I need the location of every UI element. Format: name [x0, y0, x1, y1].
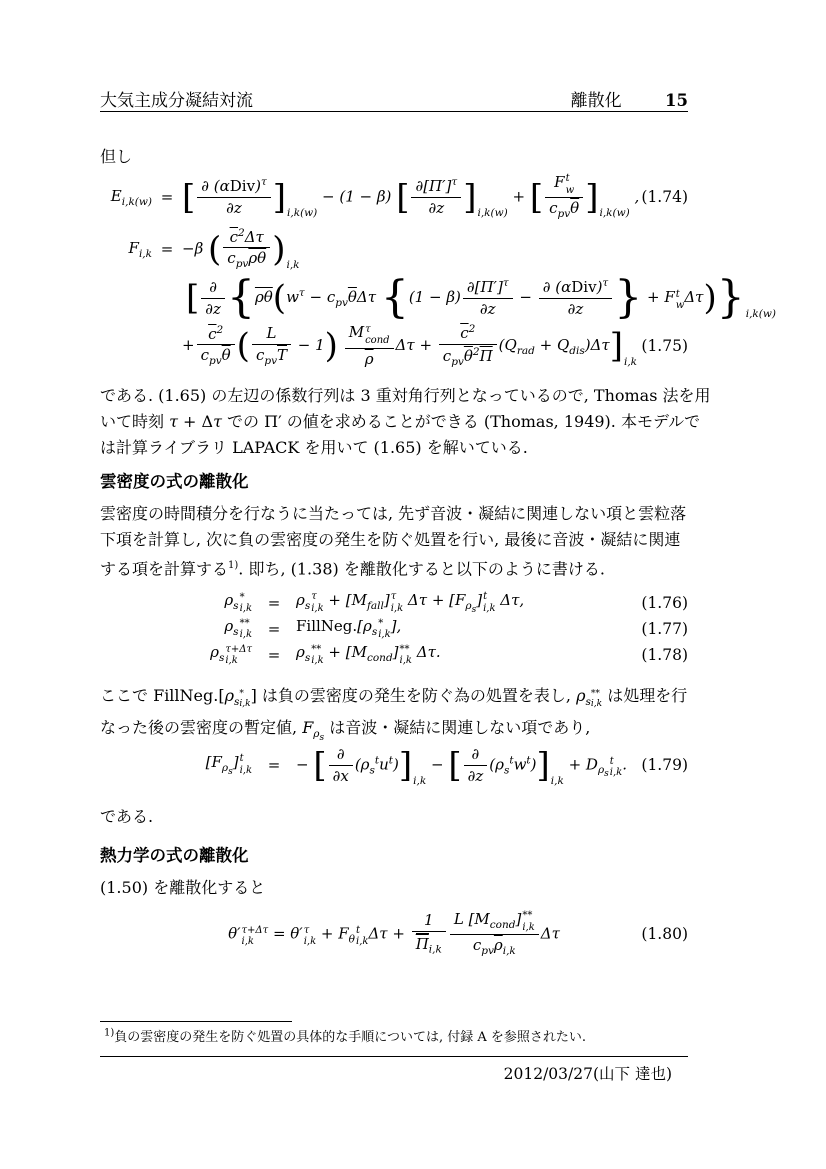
eq179-lhs: $[F_{\rho_s}]$ t i,k — [205, 752, 252, 778]
eq177-rhs: $FillNeg.[\rho_s$ * i,k ], — [296, 617, 402, 641]
eq178-number: (1.78) — [641, 646, 688, 664]
running-title: 大気主成分凝結対流 — [100, 91, 253, 111]
eq176-number: (1.76) — [641, 594, 688, 612]
equation-1-76 — [100, 590, 688, 616]
eq180-number: (1.80) — [641, 925, 688, 943]
eq176-lhs: $\rho_s$ * i,k — [224, 591, 252, 615]
section-heading-thermodynamics: 熱力学の式の離散化 — [100, 846, 249, 865]
eq174-rhs: [ ∂ $(\alpha Div)^\tau$ ∂z ]i,k(w) − (1 − β) [ $\frac{\partial[\Pi']^\tau}{\partial z}$ ]i,k(w) + [ F t w $c_{pv}\overline{\theta}$ ]i,k(w) , — [182, 172, 640, 221]
thermo-lead-text: (1.50) を離散化すると — [100, 878, 266, 897]
eq179-number: (1.79) — [641, 756, 688, 774]
footnote-text: $^{1)}$負の雲密度の発生を防ぐ処置の具体的な手順については, 付録 A を参照されたい. — [104, 1027, 587, 1045]
text-line: である. (1.65) の左辺の係数行列は 3 重対角行列となっているので, Thomas 法を用 — [100, 386, 711, 405]
eq175-lhs: $F_{i,k}$ — [128, 238, 152, 260]
eq180-body: θ′ τ+Δτ i,k = θ′ τ i,k + $F_\theta$ t i,k Δτ + $\frac{1}{\overline{\Pi}_{i,k}}$ L $[M_{cond}]$ ** i,k $c_{pv}\overline{\rho}_{i,k}$ Δτ — [228, 909, 560, 958]
eq179-rhs: − [ ∂ ∂x $(\rho_s^tu^t)]i,k$ − [ ∂ ∂z $(\rho_s^tw^t)]i,k + D_{\rho_s}$ t i,k . — [296, 744, 627, 787]
eq179-equals-sign: = — [267, 756, 281, 774]
eq177-lhs: $\rho_s$ ** i,k — [224, 617, 252, 641]
footer-rule — [100, 1056, 688, 1057]
eq175-row1 — [100, 224, 688, 274]
equation-1-75 — [100, 224, 776, 370]
eq175-row3 — [100, 322, 688, 370]
equation-1-74 — [100, 170, 688, 224]
page-content — [100, 0, 776, 1169]
eq178-lhs: $\rho_s$ τ+Δτ i,k — [210, 643, 252, 667]
eq175-number: (1.75) — [641, 337, 688, 355]
eq177-number: (1.77) — [641, 620, 688, 638]
eq176-equals-sign: = — [267, 594, 281, 612]
running-section-label: 離散化 — [570, 91, 622, 111]
page-header — [100, 86, 688, 112]
eq175-rhs-line3: + $\overline{c}^2$ $c_{pv}\overline{\theta}$ ( L $c_{pv}\overline{T}$ − 1) M τ cond $\overline{\rho}$ Δτ + $\overline{c}^2$ $c_{pv}\overline{\theta}^2\overline{\Pi}$ $(Q_{rad} + Q_{dis})\Delta\tau]i,k$ — [182, 323, 638, 368]
eq178-rhs: $\rho_s$ ** i,k + $[M_{cond}]$ ** i,k Δτ. — [296, 643, 441, 667]
equation-1-77 — [100, 616, 688, 642]
eq175-rhs-line1: −β ( $\overline{c}^2\Delta\tau$ $c_{pv}\overline{\rho\theta}$ )i,k — [182, 226, 300, 271]
eq175-row2 — [100, 272, 776, 323]
text-line: いて時刻 τ + Δτ での Π′ の値を求めることができる (Thomas, 1949). 本モデルで — [100, 412, 701, 431]
eq174-number: (1.74) — [641, 188, 688, 206]
paragraph-thomas — [100, 383, 711, 461]
text-line: ここで $FillNeg.[\rho_s$ * i,k ] は負の雲密度の発生を防ぐ為の処置を表し, $\rho_s$ ** i,k は処理を行 — [100, 686, 688, 709]
eq174-lhs: $E_{i,k(w)}$ — [110, 186, 152, 208]
footer-date-author: 2012/03/27(山下 達也) — [503, 1065, 672, 1083]
text-line: 下項を計算し, 次に負の雲密度の発生を防ぐ処置を行い, 最後に音波・凝結に関連 — [100, 530, 681, 549]
paragraph-cloud-density — [100, 501, 688, 582]
dearu-text: である. — [100, 807, 154, 826]
intro-text: 但し — [100, 147, 133, 166]
equation-1-78 — [100, 641, 688, 669]
eq175-rhs-line2: [ ∂ ∂z {$\overline{\rho\theta}(w^\tau - c_{pv}\overline{\theta}\Delta\tau$ {(1 − β) $\frac{\partial[\Pi']^\tau}{\partial z}$ − ∂ $(\alpha Div)^\tau$ ∂z } + F t w Δτ)}i,k(w) — [186, 272, 776, 323]
header-right-group — [571, 86, 688, 111]
page-number: 15 — [665, 91, 688, 110]
text-line: する項を計算する$^{1)}$. 即ち, (1.38) を離散化すると以下のように書ける. — [100, 559, 605, 579]
footnote-rule — [100, 1021, 292, 1022]
section-heading-cloud-density: 雲密度の式の離散化 — [100, 472, 249, 491]
eq176-rhs: $\rho_s$ τ i,k + $[M_{fall}]$ τ i,k $\Delta\tau + [F_{\rho_s}]$ t i,k Δτ, — [296, 590, 525, 616]
text-line: なった後の雲密度の暫定値, $F_{\rho_s}$ は音波・凝結に関連しない項であり, — [100, 718, 591, 744]
eq174-equals-sign: = — [160, 188, 174, 206]
eq175-equals-sign: = — [160, 240, 174, 258]
eq177-equals-sign: = — [267, 620, 281, 638]
text-line: 雲密度の時間積分を行なうに当たっては, 先ず音波・凝結に関連しない項と雲粒落 — [100, 504, 687, 523]
equation-1-79 — [100, 742, 688, 788]
text-line: は計算ライブラリ LAPACK を用いて (1.65) を解いている. — [100, 438, 528, 457]
eq178-equals-sign: = — [267, 646, 281, 664]
equation-1-80 — [100, 910, 688, 958]
